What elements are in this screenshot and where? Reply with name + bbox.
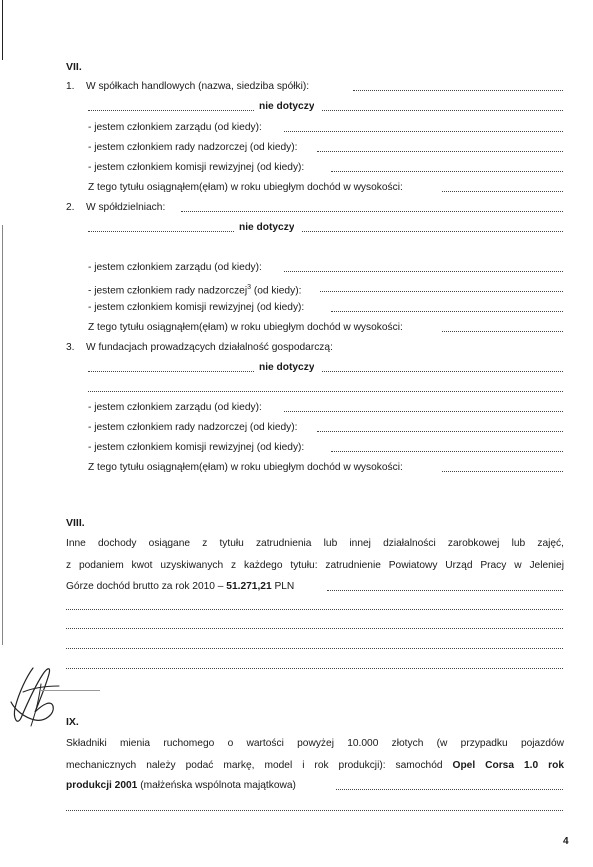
item2-number: 2. [66,202,75,213]
item3-label: W fundacjach prowadzących działalność gospodarczą: [86,342,333,353]
section-viii-blank-4[interactable] [66,668,563,669]
item2-board-field[interactable] [284,271,563,272]
item1-income-field[interactable] [442,191,563,192]
item3-answer-trail [322,371,563,372]
vehicle-year: produkcji 2001 [66,780,138,791]
section-ix-blank-1[interactable] [66,810,563,811]
section-viii-text [66,533,564,577]
page-number: 4 [563,836,569,847]
section-ix-line-1: Składniki mienia ruchomego o wartości powyżej 10.000 złotych (w przypadku pojazdów [66,738,564,749]
item2-name-field[interactable] [181,211,563,212]
item1-supervisory: - jestem członkiem rady nadzorczej (od kiedy): [88,142,298,153]
vehicle-model: Opel Corsa 1.0 rok [452,760,564,771]
item3-supervisory: - jestem członkiem rady nadzorczej (od kiedy): [88,422,298,433]
section-ix-line-3-trail [336,789,563,790]
signature-separator [40,690,100,691]
section-viii-blank-1[interactable] [66,609,563,610]
item2-income-field[interactable] [442,331,563,332]
item3-number: 3. [66,342,75,353]
income-currency: PLN [274,581,295,592]
item3-audit: - jestem członkiem komisji rewizyjnej (od kiedy): [88,442,305,453]
section-viii-line-3-trail [327,590,563,591]
item2-answer-trail [302,231,563,232]
item3-answer-lead [88,371,254,372]
item3-income: Z tego tytułu osiągnąłem(ęłam) w roku ubiegłym dochód w wysokości: [88,462,403,473]
section-viii-line-1: Inne dochody osiągane z tytułu zatrudnienia lub innej działalności zarobkowej lub zajęć, [66,538,564,549]
item2-board: - jestem członkiem zarządu (od kiedy): [88,262,262,273]
section-ix-text [66,733,564,777]
item3-board: - jestem członkiem zarządu (od kiedy): [88,402,262,413]
item1-audit-field[interactable] [331,171,563,172]
item1-board-field[interactable] [284,131,563,132]
ownership-note: (małżeńska wspólnota majątkowa) [140,780,296,791]
item3-blank-line[interactable] [88,391,563,392]
item3-answer: nie dotyczy [259,362,315,373]
section-ix-line-2-prefix: mechanicznych należy podać markę, model i rok produkcji): samochód [66,760,443,771]
section-viii-blank-3[interactable] [66,648,563,649]
item1-answer-trail [322,110,563,111]
item2-answer-lead [88,231,234,232]
item1-answer-lead [88,110,254,111]
income-amount: 51.271,21 [226,581,272,592]
item3-audit-field[interactable] [331,451,563,452]
section-viii-line-3 [66,580,294,593]
item1-label: W spółkach handlowych (nazwa, siedziba spółki): [86,81,310,92]
item2-income: Z tego tytułu osiągnąłem(ęłam) w roku ubiegłym dochód w wysokości: [88,322,403,333]
item3-supervisory-field[interactable] [317,431,563,432]
scan-edge-mark [2,0,3,60]
item1-number: 1. [66,81,75,92]
item2-audit-field[interactable] [331,311,563,312]
item3-board-field[interactable] [284,411,563,412]
section-ix-heading: IX. [66,716,79,728]
scan-edge-mark [2,225,3,645]
item1-income: Z tego tytułu osiągnąłem(ęłam) w roku ubiegłym dochód w wysokości: [88,182,403,193]
item2-answer: nie dotyczy [239,222,295,233]
section-viii-line-2: z podaniem kwot uzyskiwanych z każdego tytułu: zatrudnienie Powiatowy Urząd Pracy w Jeleniej [66,560,564,571]
footnote-marker: 3 [247,284,252,291]
section-viii-blank-2[interactable] [66,628,563,629]
item2-audit: - jestem członkiem komisji rewizyjnej (od kiedy): [88,302,305,313]
signature-initials [5,662,67,734]
section-ix-line-2 [66,755,564,777]
section-ix-line-3 [66,779,296,792]
section-viii-heading: VIII. [66,517,85,529]
section-vii-heading: VII. [66,61,82,73]
section-viii-line-3-prefix: Górze dochód brutto za rok 2010 – [66,581,224,592]
item2-supervisory [88,281,301,297]
item1-name-field[interactable] [353,90,563,91]
item1-board: - jestem członkiem zarządu (od kiedy): [88,122,262,133]
item2-label: W spółdzielniach: [86,202,166,213]
item3-income-field[interactable] [442,471,563,472]
item1-supervisory-field[interactable] [317,151,563,152]
item2-supervisory-label: - jestem członkiem rady nadzorczej [88,285,248,297]
item2-supervisory-field[interactable] [320,291,563,292]
item1-answer: nie dotyczy [259,101,315,112]
item1-audit: - jestem członkiem komisji rewizyjnej (od kiedy): [88,162,305,173]
item2-supervisory-tail: (od kiedy): [253,285,302,297]
